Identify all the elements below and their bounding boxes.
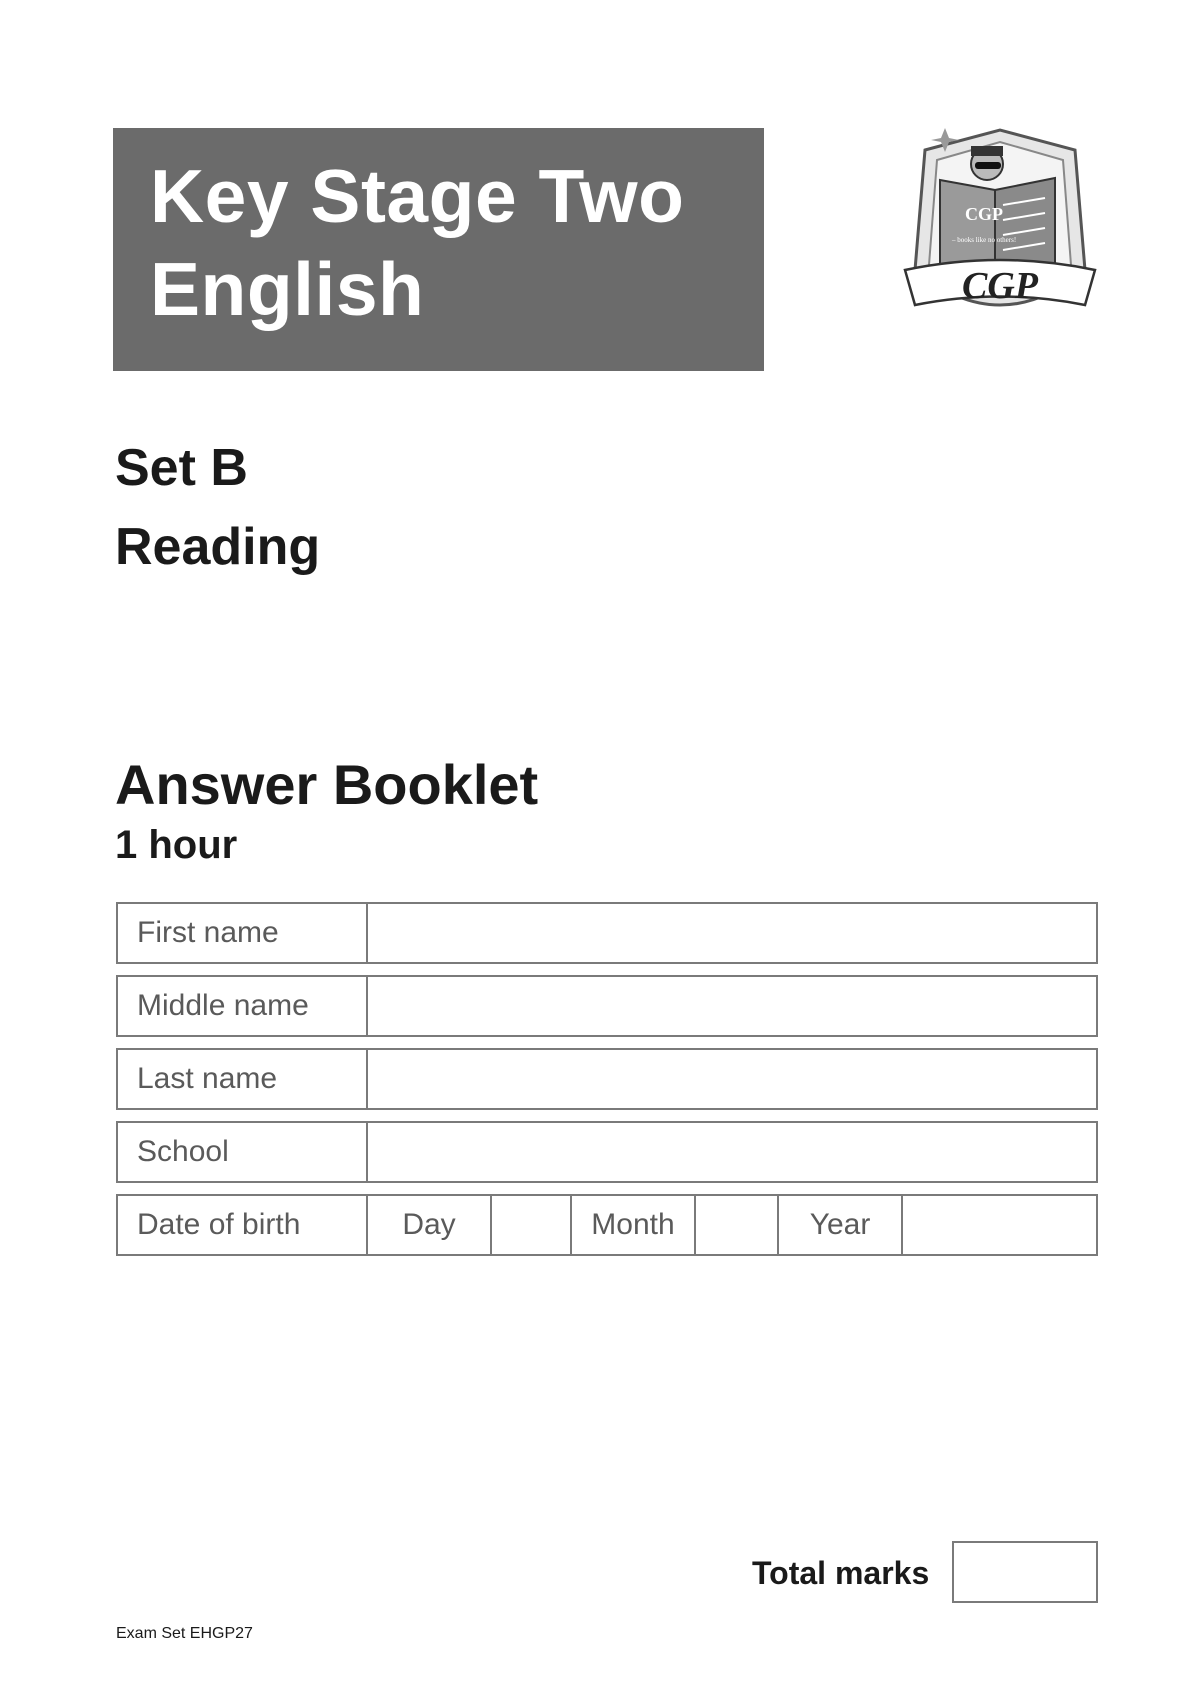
first-name-label: First name (118, 904, 368, 962)
day-label: Day (368, 1196, 492, 1254)
duration-label: 1 hour (115, 823, 238, 867)
brand-name: CGP (962, 265, 1038, 307)
day-field[interactable] (492, 1196, 572, 1254)
title-banner (113, 128, 764, 371)
book-cover-text: CGP (965, 204, 1003, 224)
total-marks-field[interactable] (952, 1541, 1098, 1603)
title-line-2: English (150, 247, 425, 331)
middle-name-label: Middle name (118, 977, 368, 1035)
year-field[interactable] (903, 1196, 1096, 1254)
exam-set-code: Exam Set EHGP27 (116, 1625, 253, 1642)
middle-name-row (116, 975, 1098, 1037)
school-label: School (118, 1123, 368, 1181)
book-tagline: – books like no others! (952, 236, 1017, 244)
cgp-crest-logo-icon (895, 120, 1105, 340)
last-name-field[interactable] (368, 1050, 1096, 1108)
date-of-birth-row (116, 1194, 1098, 1256)
set-label: Set B (115, 439, 248, 497)
middle-name-field[interactable] (368, 977, 1096, 1035)
first-name-field[interactable] (368, 904, 1096, 962)
date-of-birth-label: Date of birth (118, 1196, 368, 1254)
title-line-1: Key Stage Two (150, 154, 685, 238)
booklet-title: Answer Booklet (115, 753, 539, 816)
month-field[interactable] (696, 1196, 779, 1254)
year-label: Year (779, 1196, 903, 1254)
first-name-row (116, 902, 1098, 964)
school-row (116, 1121, 1098, 1183)
school-field[interactable] (368, 1123, 1096, 1181)
total-marks-label: Total marks (752, 1555, 930, 1591)
month-label: Month (572, 1196, 696, 1254)
last-name-label: Last name (118, 1050, 368, 1108)
paper-label: Reading (115, 518, 321, 576)
last-name-row (116, 1048, 1098, 1110)
